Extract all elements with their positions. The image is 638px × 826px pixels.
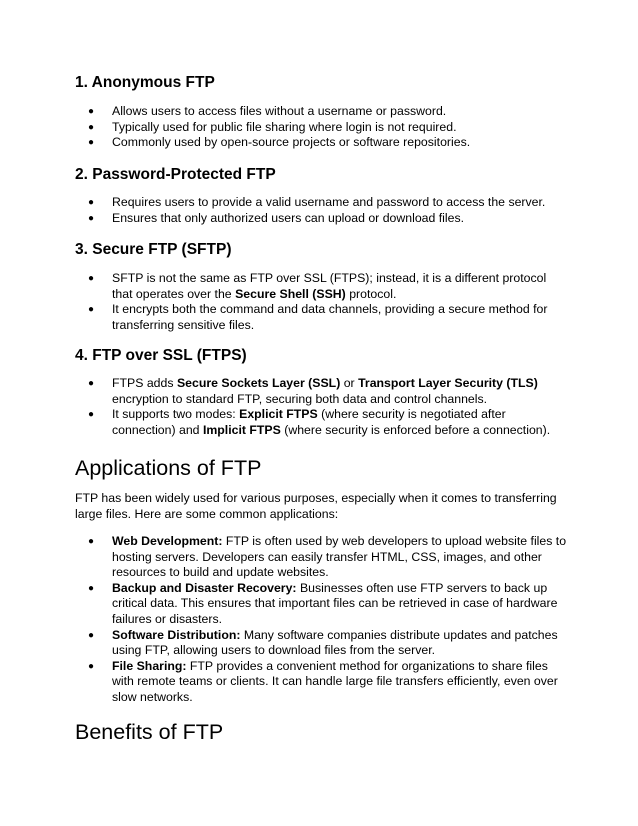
bullet-icon: ●: [88, 660, 95, 672]
list-item: ● Typically used for public file sharing where login is not required.: [88, 119, 457, 134]
list-item: ● It supports two modes: Explicit FTPS (where security is negotiated after connection) and Implicit FTPS (where security is enforced before a connection).: [88, 407, 551, 437]
applications-list: [75, 534, 570, 706]
bullet-icon: ●: [88, 536, 95, 547]
bullet-icon: ●: [88, 121, 95, 133]
applications-heading: Applications of FTP: [75, 456, 262, 480]
list-item: ● Backup and Disaster Recovery: Businesses often use FTP servers to back up critical data. This ensures that important files can be retrieved in case of hardware failures or disasters.: [88, 580, 558, 626]
bullet-icon: ●: [88, 629, 95, 641]
section-list-password-protected-ftp: [75, 195, 570, 226]
benefits-heading: Benefits of FTP: [75, 720, 224, 744]
bullet-icon: ●: [88, 212, 95, 224]
bullet-icon: ●: [88, 304, 95, 316]
section-list-anonymous-ftp: [75, 104, 570, 151]
list-item: ● Software Distribution: Many software companies distribute updates and patches using FTP, allowing users to download files from the server.: [88, 627, 558, 658]
section-heading-password-protected-ftp: 2. Password-Protected FTP: [75, 166, 276, 183]
section-heading-anonymous-ftp: 1. Anonymous FTP: [75, 74, 215, 91]
bullet-icon: ●: [88, 378, 95, 389]
list-item: ● Commonly used by open-source projects or software repositories.: [88, 135, 471, 150]
bullet-icon: ●: [88, 273, 95, 284]
section-list-ftps: [75, 376, 570, 438]
bullet-icon: ●: [88, 197, 95, 208]
applications-intro: FTP has been widely used for various purposes, especially when it comes to transferring large files. Here are some common applications:: [75, 491, 557, 521]
bullet-icon: ●: [88, 582, 95, 594]
bullet-icon: ●: [88, 137, 95, 149]
list-item: ● Web Development: FTP is often used by web developers to upload website files to hosting servers. Developers can easily transfer HTML, CSS, images, and other resources to build and update websites.: [88, 534, 567, 580]
section-heading-ftps: 4. FTP over SSL (FTPS): [75, 347, 247, 364]
list-item: ● Allows users to access files without a username or password.: [88, 104, 447, 118]
list-item: ● Ensures that only authorized users can upload or download files.: [88, 210, 465, 225]
bullet-icon: ●: [88, 409, 95, 421]
list-item: ● FTPS adds Secure Sockets Layer (SSL) or Transport Layer Security (TLS) encryption to standard FTP, securing both data and control channels.: [88, 376, 538, 406]
list-item: ● File Sharing: FTP provides a convenient method for organizations to share files with remote teams or clients. It can handle large file transfers efficiently, even over slow networks.: [88, 658, 558, 704]
section-list-secure-ftp: [75, 271, 570, 333]
bullet-icon: ●: [88, 106, 95, 117]
section-heading-secure-ftp: 3. Secure FTP (SFTP): [75, 241, 232, 258]
list-item: ● SFTP is not the same as FTP over SSL (FTPS); instead, it is a different protocol that operates over the Secure Shell (SSH) protocol.: [88, 271, 547, 301]
list-item: ● Requires users to provide a valid username and password to access the server.: [88, 195, 546, 209]
list-item: ● It encrypts both the command and data channels, providing a secure method for transferring sensitive files.: [88, 302, 548, 332]
